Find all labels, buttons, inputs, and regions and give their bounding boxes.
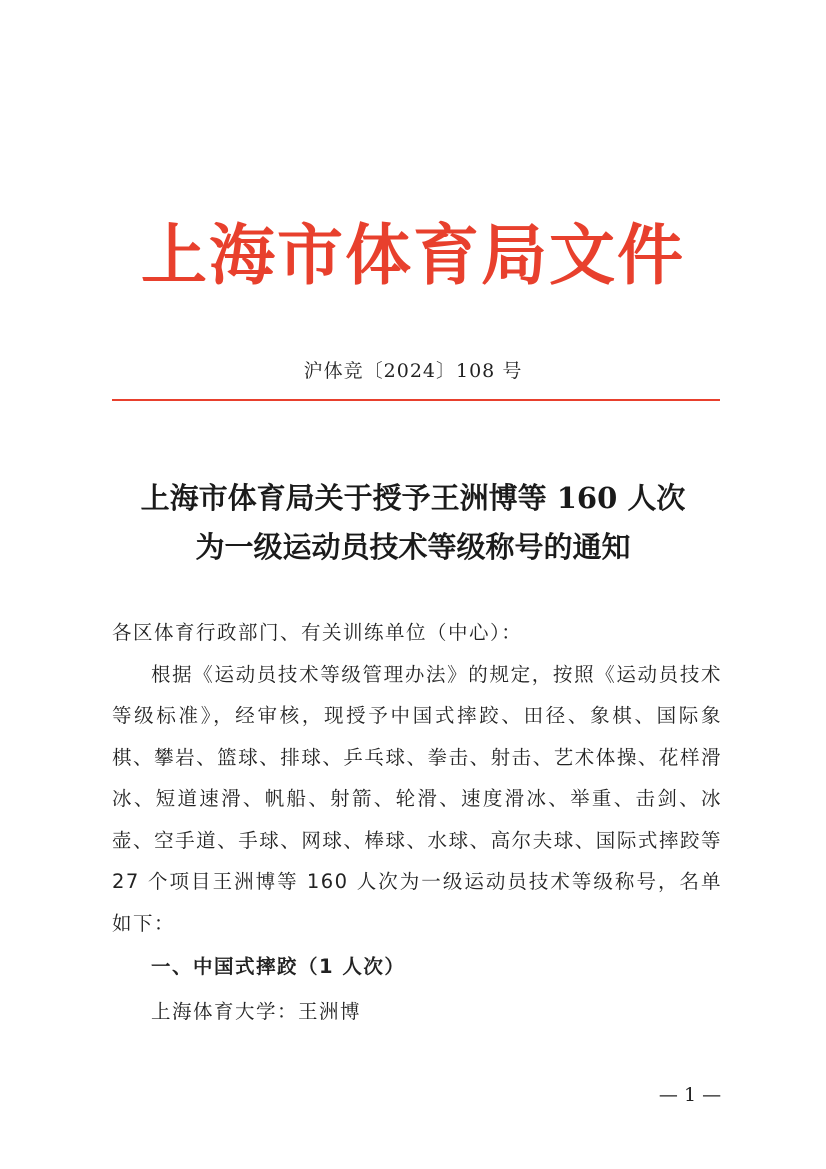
document-body — [112, 612, 722, 1032]
list-item: 上海体育大学：王洲博 — [151, 999, 362, 1023]
red-divider-line — [112, 399, 720, 401]
section-heading: 一、中国式摔跤（1 人次） — [151, 955, 406, 978]
body-paragraph: 根据《运动员技术等级管理办法》的规定，按照《运动员技术等级标准》，经审核，现授予中国式摔跤、田径、象棋、国际象棋、攀岩、篮球、排球、乒乓球、拳击、射击、艺术体操、花样滑冰、短道速滑、帆船、射箭、轮滑、速度滑冰、举重、击剑、冰壶、空手道、手球、网球、棒球、水球、高尔夫球、国际式摔跤等 27 个项目王洲博等 160 人次为一级运动员技术等级称号，名单如下： — [112, 662, 722, 935]
title-line-1: 上海市体育局关于授予王洲博等 160 人次 — [140, 481, 686, 515]
document-title — [0, 474, 826, 572]
title-line-2: 为一级运动员技术等级称号的通知 — [195, 530, 631, 564]
issuing-authority-header: 上海市体育局文件 — [141, 216, 685, 294]
salutation: 各区体育行政部门、有关训练单位（中心）： — [112, 621, 523, 644]
page-number: — 1 — — [658, 1084, 722, 1106]
document-number: 沪体竞〔2024〕108 号 — [303, 360, 523, 382]
